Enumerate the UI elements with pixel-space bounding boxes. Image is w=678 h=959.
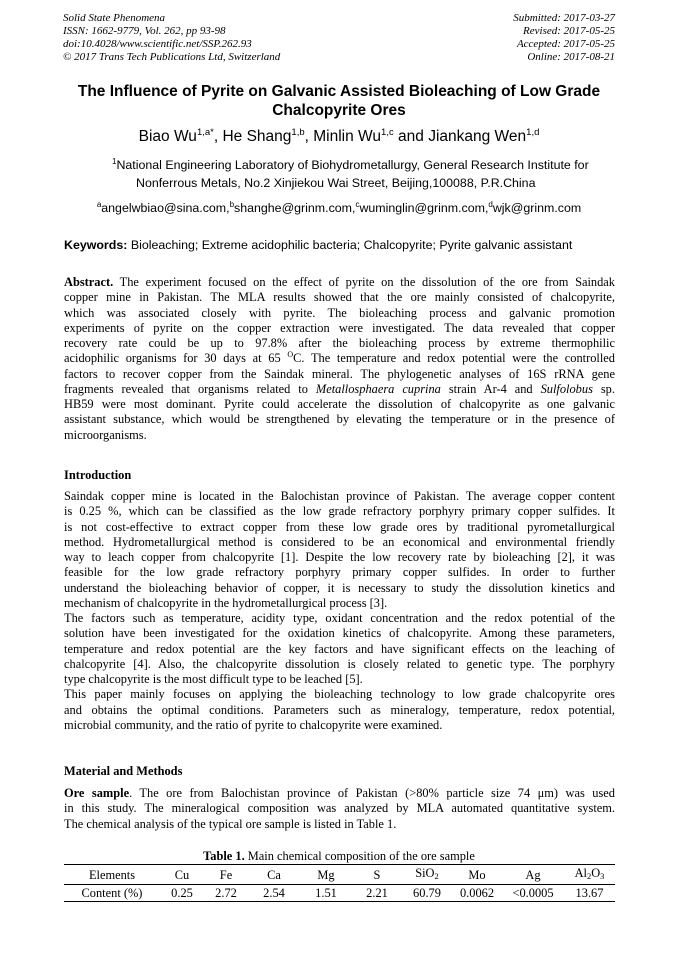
table-caption — [0, 849, 678, 864]
title-line-1: The Influence of Pyrite on Galvanic Assisted Bioleaching of Low Grade — [77, 83, 601, 100]
table-header: Ca — [267, 867, 281, 882]
paper-title — [40, 82, 638, 120]
abstract-line: copper mine in Pakistan. The MLA results showed that the ore mainly consisted of chalcopyrite, — [64, 290, 615, 305]
table-cell: 2.72 — [215, 886, 237, 900]
abstract-line: which was associated closely with pyrite. The bioleaching process and galvanic promotion — [64, 305, 615, 320]
journal-name: Solid State Phenomena — [63, 12, 166, 24]
table-header: Ag — [525, 867, 541, 882]
abstract — [64, 275, 615, 443]
revised-date: Revised: 2017-05-25 — [523, 25, 615, 37]
author-sup: 1,d — [526, 127, 540, 138]
table-header: Mo — [468, 867, 486, 882]
abstract-line: assistant substance, which would be strengthened by elevating the temperature or in the presence of — [64, 412, 615, 427]
online-date: Online: 2017-08-21 — [527, 51, 615, 63]
degree-sup: O — [287, 350, 294, 360]
ore-line: in this study. The mineralogical composition was analyzed by MLA automated quantitative system. — [64, 801, 615, 816]
author-name: Biao Wu — [138, 128, 197, 145]
email-separator: , — [226, 201, 230, 215]
keywords-label: Keywords: — [64, 238, 128, 252]
intro-line: understand the bioleaching behavior of copper, it is necessary to study the dissolution kinetics and — [64, 580, 615, 595]
accepted-date: Accepted: 2017-05-25 — [516, 38, 615, 50]
abstract-line — [64, 382, 615, 397]
table-row — [64, 885, 615, 902]
table-header — [402, 865, 452, 885]
genus-name: Sulfolobus — [540, 381, 593, 396]
keywords-text: Bioleaching; Extreme acidophilic bacteria; Chalcopyrite; Pyrite galvanic assistant — [130, 238, 573, 252]
abstract-line — [64, 275, 615, 290]
intro-line: The factors such as temperature, acidity type, oxidant concentration and the redox potential of the — [64, 611, 615, 625]
table-header — [564, 865, 615, 885]
author-list — [0, 128, 678, 146]
materials-heading: Material and Methods — [64, 764, 183, 778]
intro-line: solution have been investigated for the oxidation kinetics of chalcopyrite. Among these parameters, — [64, 626, 615, 641]
email-link[interactable]: angelwbiao@sina.com — [101, 201, 227, 215]
table-cell: 0.25 — [171, 886, 193, 900]
table-header: S — [373, 867, 381, 882]
abstract-text: The experiment focused on the effect of pyrite on the dissolution of the ore from Saindak — [113, 275, 615, 289]
abstract-line: HB59 were most dominant. Pyrite could accelerate the dissolution of chalcopyrite as one galvanic — [64, 397, 615, 411]
ore-sample-paragraph — [64, 786, 615, 832]
table-cell: 60.79 — [413, 886, 441, 900]
doi-line[interactable]: doi:10.4028/www.scientific.net/SSP.262.93 — [63, 38, 252, 50]
abstract-line — [64, 351, 615, 366]
email-sup: d — [488, 200, 493, 209]
abstract-text: strain Ar-4 and — [440, 381, 541, 396]
table-caption-text: Main chemical composition of the ore sample — [244, 849, 475, 863]
abstract-text: fragments revealed that organisms related to — [64, 381, 316, 396]
author-name: He Shang — [222, 128, 292, 145]
sio-text: SiO — [415, 866, 435, 880]
affiliation-line-1: National Engineering Laboratory of Biohydrometallurgy, General Research Institute for — [116, 158, 589, 172]
al-text: Al — [574, 866, 587, 880]
intro-line: This paper mainly focuses on applying the bioleaching technology to low grade chalcopyrite ores — [64, 687, 615, 702]
o-text: O — [591, 866, 601, 880]
author-name: Minlin Wu — [313, 128, 382, 145]
table-header: Elements — [88, 867, 136, 882]
author-sup: 1,b — [291, 127, 305, 138]
table-header-row — [64, 865, 615, 885]
email-separator: , — [351, 201, 356, 215]
issn-line: ISSN: 1662-9779, Vol. 262, pp 93-98 — [63, 25, 226, 37]
table-header: Cu — [174, 867, 190, 882]
author-sup: 1,a* — [196, 127, 214, 138]
subscript: 3 — [600, 871, 605, 881]
table-cell: 13.67 — [575, 886, 604, 900]
ore-text: . The ore from Balochistan province of Pakistan (>80% particle size 74 μm) was used — [129, 786, 616, 800]
introduction-heading: Introduction — [64, 468, 132, 482]
intro-line: method. Hydrometallurgical method is considered to be an economical and environmental friendly — [64, 534, 615, 549]
species-name: Metallosphaera cuprina — [315, 381, 441, 396]
keywords — [64, 238, 624, 252]
email-sup: c — [355, 200, 360, 209]
author-name: Jiankang Wen — [428, 128, 527, 145]
author-sup: 1,c — [381, 127, 394, 138]
email-separator: , — [484, 201, 489, 215]
abstract-line: recovery rate could be up to 97.8% after the bioleaching process by extreme thermophilic — [64, 336, 615, 350]
abstract-text: acidophilic organisms for 30 days at 65 — [64, 351, 281, 366]
abstract-text: C. The temperature and redox potential were the controlled — [293, 351, 616, 366]
subscript: 2 — [586, 871, 592, 881]
intro-line: way to leach copper from chalcopyrite [1]. Despite the low recovery rate by bioleaching [2], it was — [64, 550, 615, 564]
ore-sample-label: Ore sample — [64, 786, 130, 800]
abstract-line: microorganisms. — [64, 427, 147, 442]
email-list — [0, 201, 678, 215]
table-cell: 1.51 — [315, 886, 337, 900]
abstract-line: experiments of pyrite on the copper extraction were investigated. The data revealed that copper — [64, 320, 615, 335]
intro-line: feasible for the low grade refractory porphyry primary copper sulfides. In order to further — [64, 565, 615, 580]
table-header: Fe — [219, 867, 233, 882]
copyright-line: © 2017 Trans Tech Publications Ltd, Switzerland — [63, 51, 281, 63]
author-separator: and — [393, 128, 429, 145]
intro-line: microbial community, and the ratio of pyrite to chalcopyrite were examined. — [64, 717, 443, 732]
chemical-composition-table — [64, 864, 615, 902]
abstract-line: factors to recover copper from the Saindak mineral. The phylogenetic analyses of 16S rRNA gene — [64, 366, 615, 381]
abstract-text: sp. — [592, 381, 615, 396]
affiliation-line-2: Nonferrous Metals, No.2 Xinjiekou Wai Street, Beijing,100088, P.R.China — [136, 175, 536, 190]
intro-line: type chalcopyrite is the most difficult type to be leached [5]. — [64, 672, 363, 686]
affiliation — [112, 157, 612, 192]
author-separator: , — [304, 128, 314, 145]
abstract-label: Abstract. — [64, 275, 114, 289]
table-caption-label: Table 1. — [203, 849, 245, 863]
email-link[interactable]: wuminglin@grinm.com — [359, 201, 485, 215]
intro-line: is 0.25 %, which can be classified as the low grade refractory porphyry primary copper sulfides. It — [64, 504, 615, 519]
table-cell: 2.54 — [263, 886, 285, 900]
table-header: Mg — [317, 867, 335, 882]
author-separator: , — [213, 128, 223, 145]
affiliation-sup: 1 — [112, 157, 117, 166]
email-sup: a — [96, 200, 102, 209]
intro-line: mechanism of chalcopyrite in the hydrometallurgical process [3]. — [64, 595, 388, 610]
dates-header — [513, 12, 615, 64]
title-line-2: Chalcopyrite Ores — [272, 102, 406, 119]
intro-line: and obtains the optimal conditions. Parameters such as mineralogy, temperature, redox potential, — [64, 702, 615, 717]
intro-line: is not cost-effective to extract copper from these low grade ores by traditional pyrometallurgical — [64, 519, 615, 534]
ore-line: The chemical analysis of the typical ore sample is listed in Table 1. — [64, 816, 397, 831]
submitted-date: Submitted: 2017-03-27 — [513, 12, 615, 24]
table-cell: 0.0062 — [459, 886, 495, 900]
table-cell: Content (%) — [81, 886, 143, 900]
intro-line: Saindak copper mine is located in the Balochistan province of Pakistan. The average copper content — [64, 489, 615, 503]
intro-line: temperature and redox potential are the key factors and have significant effects on the leaching of — [64, 641, 615, 656]
table-cell: 2.21 — [366, 886, 388, 900]
table-cell: <0.0005 — [512, 886, 554, 900]
email-link[interactable]: shanghe@grinm.com — [234, 201, 352, 215]
email-sup: b — [229, 200, 235, 209]
ore-line — [64, 786, 615, 801]
subscript: 2 — [434, 871, 439, 881]
journal-header — [63, 12, 280, 64]
intro-line: chalcopyrite [4]. Also, the chalcopyrite dissolution is closely related to genetic type. The porphyry — [64, 656, 615, 671]
email-link[interactable]: wjk@grinm.com — [492, 201, 582, 215]
introduction-body — [64, 489, 615, 733]
